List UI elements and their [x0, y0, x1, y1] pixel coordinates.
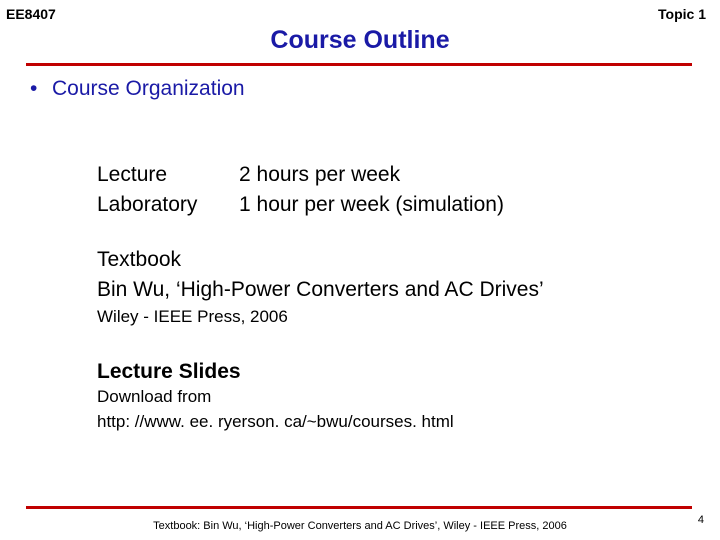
- schedule-row-lecture: [97, 160, 504, 190]
- bottom-divider: [26, 506, 692, 509]
- schedule-value: 1 hour per week (simulation): [239, 193, 504, 216]
- textbook-publisher: Wiley - IEEE Press, 2006: [97, 307, 288, 326]
- textbook-line: Bin Wu, ‘High-Power Converters and AC Drives’: [97, 278, 544, 301]
- lecture-slides-line1: Download from: [97, 387, 212, 406]
- bullet-dot-icon: •: [30, 77, 38, 100]
- textbook-heading: Textbook: [97, 248, 182, 271]
- lecture-slides-url[interactable]: http: //www. ee. ryerson. ca/~bwu/courses. html: [97, 412, 454, 431]
- schedule-list: [97, 160, 504, 220]
- topic-label: Topic 1: [658, 6, 706, 22]
- bullet-text: Course Organization: [52, 77, 245, 100]
- course-code: EE8407: [6, 6, 56, 22]
- top-divider: [26, 63, 692, 66]
- schedule-value: 2 hours per week: [239, 163, 401, 186]
- schedule-row-laboratory: [97, 190, 504, 220]
- schedule-key: Lecture: [97, 163, 168, 186]
- bullet-item: [30, 77, 245, 101]
- schedule-key: Laboratory: [97, 193, 198, 216]
- page-number: 4: [697, 514, 704, 526]
- footer-text: Textbook: Bin Wu, ‘High-Power Converters and AC Drives’, Wiley - IEEE Press, 2006: [153, 520, 567, 532]
- lecture-slides-heading: Lecture Slides: [97, 360, 241, 383]
- slide-title: Course Outline: [270, 26, 450, 54]
